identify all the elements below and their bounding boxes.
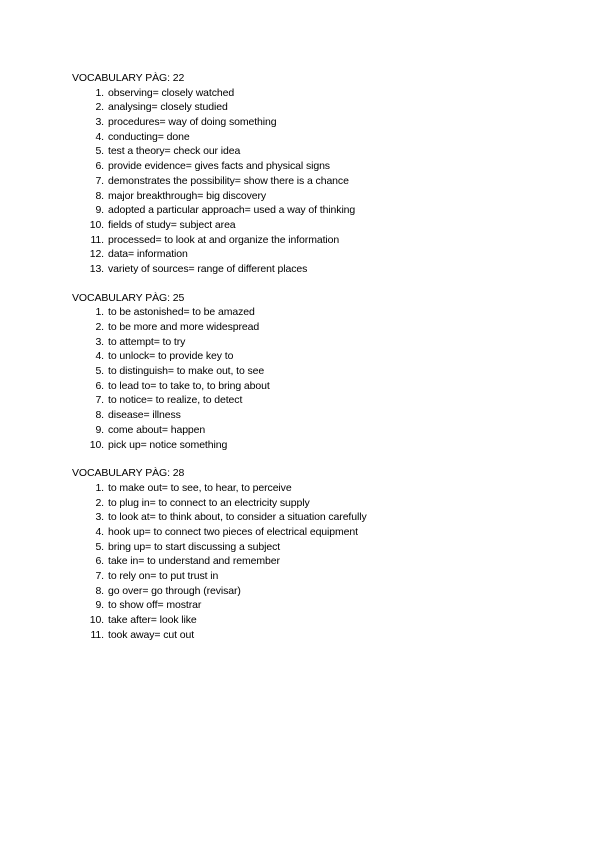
list-item	[72, 554, 542, 569]
list-item-number: 5.	[95, 365, 104, 378]
list-item	[72, 203, 542, 218]
list-item-text: adopted a particular approach= used a way of thinking	[108, 204, 356, 217]
list-item-text: to unlock= to provide key to	[108, 350, 234, 363]
list-item	[72, 247, 542, 262]
list-item	[72, 305, 542, 320]
list-item-number: 4.	[95, 525, 104, 538]
list-item	[72, 189, 542, 204]
document-page	[72, 71, 542, 656]
vocabulary-list	[72, 305, 542, 452]
list-item-text: disease= illness	[108, 409, 181, 422]
list-item-number: 6.	[95, 160, 104, 173]
list-item-text: pick up= notice something	[108, 438, 228, 451]
list-item-text: to attempt= to try	[108, 335, 186, 348]
list-item-number: 3.	[95, 335, 104, 348]
list-item	[72, 628, 542, 643]
list-item-number: 6.	[95, 555, 104, 568]
list-item-number: 2.	[95, 101, 104, 114]
list-item-number: 5.	[95, 540, 104, 553]
list-item	[72, 335, 542, 350]
list-item	[72, 481, 542, 496]
list-item-text: provide evidence= gives facts and physical signs	[108, 160, 330, 173]
list-item	[72, 233, 542, 248]
list-item-number: 9.	[95, 204, 104, 217]
list-item-text: come about= happen	[108, 423, 206, 436]
list-item-number: 9.	[95, 599, 104, 612]
list-item-number: 7.	[95, 570, 104, 582]
list-item-text: test a theory= check our idea	[108, 145, 241, 158]
list-item-number: 8.	[95, 189, 104, 202]
list-item-text: analysing= closely studied	[108, 101, 228, 114]
list-item	[72, 115, 542, 130]
list-item-number: 2.	[95, 496, 104, 509]
list-item	[72, 320, 542, 335]
list-item-number: 13.	[89, 262, 104, 275]
list-item	[72, 364, 542, 379]
list-item-number: 1.	[95, 481, 104, 494]
list-item-number: 10.	[89, 438, 104, 451]
list-item-text: go over= go through (revisar)	[108, 584, 241, 597]
section-title: VOCABULARY PÀG: 25	[72, 291, 185, 304]
vocabulary-section	[72, 71, 542, 277]
list-item	[72, 379, 542, 394]
list-item-number: 5.	[95, 145, 104, 158]
list-item-text: bring up= to start discussing a subject	[108, 540, 281, 553]
list-item-number: 11.	[90, 233, 104, 246]
list-item	[72, 423, 542, 438]
list-item-text: to be more and more widespread	[108, 321, 260, 333]
list-item-text: to distinguish= to make out, to see	[108, 365, 265, 378]
list-item-number: 6.	[95, 379, 104, 392]
list-item	[72, 349, 542, 364]
list-item-number: 9.	[95, 423, 104, 436]
list-item	[72, 496, 542, 511]
list-item	[72, 408, 542, 423]
vocabulary-section	[72, 291, 542, 453]
list-item-number: 4.	[95, 350, 104, 363]
list-item-number: 1.	[95, 86, 104, 99]
list-item	[72, 569, 542, 584]
list-item-number: 3.	[95, 511, 104, 524]
list-item-text: to make out= to see, to hear, to perceive	[108, 481, 292, 494]
list-item-text: fields of study= subject area	[108, 218, 236, 231]
list-item-text: major breakthrough= big discovery	[108, 189, 267, 202]
list-item	[72, 598, 542, 613]
list-item	[72, 144, 542, 159]
list-item	[72, 540, 542, 555]
list-item	[72, 613, 542, 628]
section-title: VOCABULARY PÀG: 22	[72, 72, 185, 84]
list-item-text: processed= to look at and organize the information	[108, 233, 340, 246]
list-item-text: observing= closely watched	[108, 86, 235, 99]
list-item	[72, 525, 542, 540]
list-item-number: 12.	[89, 248, 104, 261]
list-item	[72, 100, 542, 115]
list-item	[72, 584, 542, 599]
list-item	[72, 218, 542, 233]
list-item	[72, 174, 542, 189]
list-item-number: 3.	[95, 116, 104, 129]
list-item-text: demonstrates the possibility= show there is a chance	[108, 174, 349, 187]
list-item	[72, 393, 542, 408]
list-item-text: take in= to understand and remember	[108, 555, 280, 568]
list-item	[72, 438, 542, 453]
list-item-number: 2.	[95, 321, 104, 333]
list-item-number: 7.	[95, 174, 104, 187]
list-item-text: to show off= mostrar	[108, 599, 202, 612]
list-item-number: 10.	[89, 614, 104, 627]
vocabulary-list	[72, 86, 542, 277]
list-item-number: 8.	[95, 584, 104, 597]
list-item-number: 7.	[95, 394, 104, 407]
list-item	[72, 159, 542, 174]
list-item-number: 8.	[95, 409, 104, 422]
vocabulary-list	[72, 481, 542, 643]
list-item-text: to lead to= to take to, to bring about	[108, 379, 270, 392]
list-item-text: variety of sources= range of different places	[108, 262, 308, 275]
list-item-text: took away= cut out	[108, 628, 195, 641]
list-item-number: 11.	[90, 628, 104, 641]
section-title: VOCABULARY PÀG: 28	[72, 467, 185, 480]
list-item-number: 10.	[89, 218, 104, 231]
list-item-text: to plug in= to connect to an electricity supply	[108, 496, 310, 509]
list-item-text: conducting= done	[108, 130, 190, 143]
list-item-number: 1.	[95, 306, 104, 319]
list-item	[72, 130, 542, 145]
vocabulary-section	[72, 466, 542, 642]
list-item-text: to look at= to think about, to consider a situation carefully	[108, 511, 367, 524]
list-item-text: to rely on= to put trust in	[108, 570, 219, 582]
list-item	[72, 510, 542, 525]
list-item-text: to notice= to realize, to detect	[108, 394, 243, 407]
list-item-text: to be astonished= to be amazed	[108, 306, 255, 319]
list-item-text: hook up= to connect two pieces of electrical equipment	[108, 525, 358, 538]
list-item-text: data= information	[108, 248, 188, 261]
list-item	[72, 86, 542, 101]
list-item	[72, 262, 542, 277]
list-item-number: 4.	[95, 130, 104, 143]
list-item-text: procedures= way of doing something	[108, 116, 277, 129]
list-item-text: take after= look like	[108, 614, 197, 627]
